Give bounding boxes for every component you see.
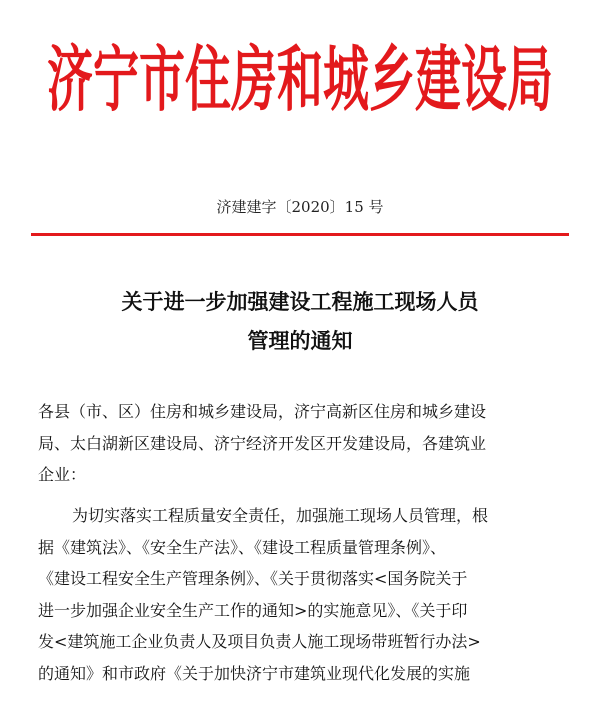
title-line-2: 管理的通知 — [247, 328, 353, 353]
document-title — [0, 282, 600, 360]
body-line: 发<建筑施工企业负责人及项目负责人施工现场带班暂行办法> — [38, 632, 481, 651]
document-number: 济建建字〔2020〕15 号 — [216, 198, 384, 216]
addressee-line: 各县（市、区）住房和城乡建设局，济宁高新区住房和城乡建设 — [38, 402, 487, 421]
body-line: 的通知》和市政府《关于加快济宁市建筑业现代化发展的实施 — [38, 663, 471, 683]
addressee-line: 企业： — [38, 465, 87, 484]
red-divider-line — [31, 233, 569, 236]
addressee-block — [38, 396, 578, 491]
addressee-line: 局、太白湖新区建设局、济宁经济开发区开发建设局，各建筑业 — [38, 433, 487, 453]
body-line: 据《建筑法》、《安全生产法》、《建设工程质量管理条例》、 — [38, 537, 447, 557]
body-line: 《建设工程安全生产管理条例》、《关于贯彻落实<国务院关于 — [38, 569, 468, 588]
title-line-1: 关于进一步加强建设工程施工现场人员 — [121, 289, 479, 314]
body-paragraph — [38, 500, 578, 689]
body-line: 进一步加强企业安全生产工作的通知>的实施意见》、《关于印 — [38, 600, 468, 620]
body-line: 为切实落实工程质量安全责任，加强施工现场人员管理，根 — [72, 506, 489, 525]
issuing-organization-header: 济宁市住房和城乡建设局 — [47, 37, 553, 121]
